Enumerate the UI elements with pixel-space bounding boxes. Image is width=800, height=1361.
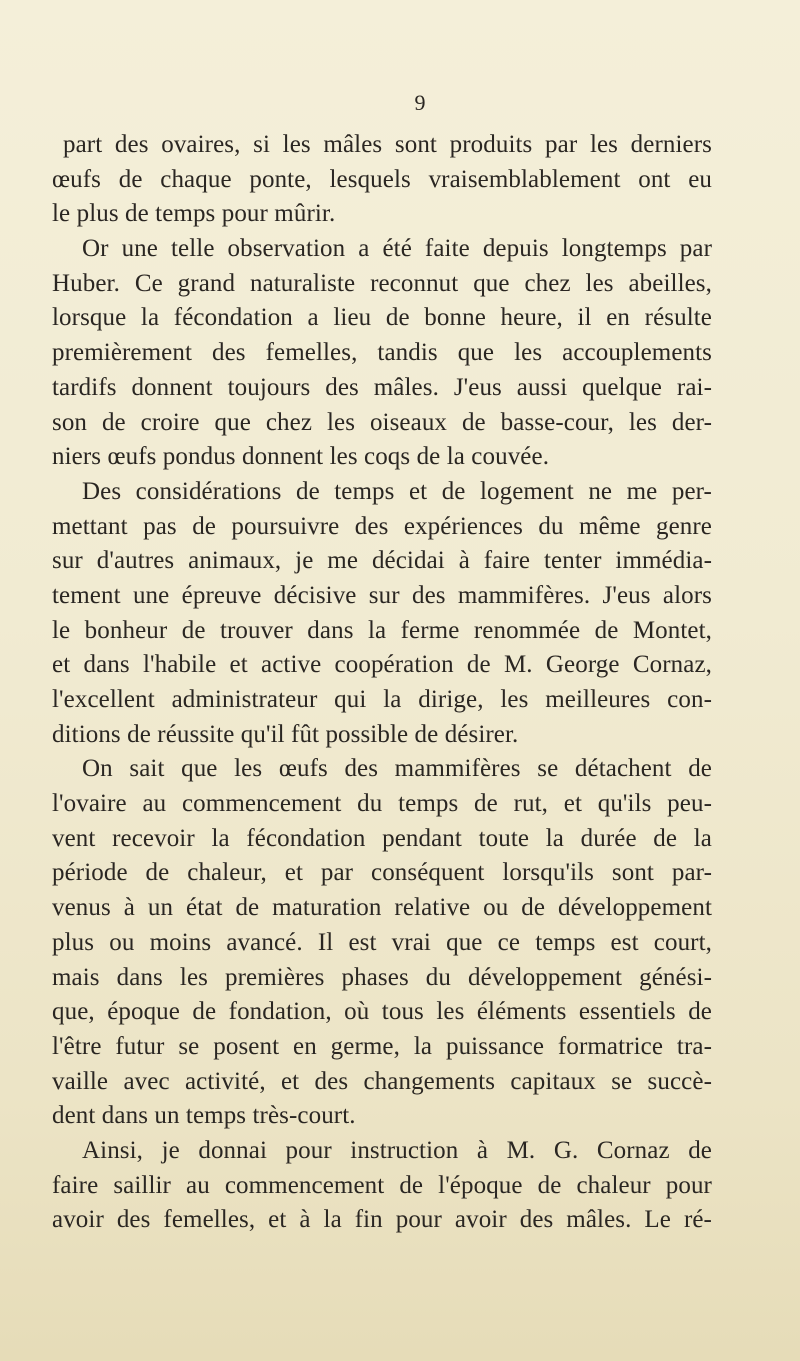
text-line: le bonheur de trouver dans la ferme renommée de Montet,: [52, 616, 712, 644]
text-line: faire saillir au commencement de l'époque de chaleur pour: [52, 1171, 712, 1199]
text-line: dent dans un temps très-court.: [52, 1102, 356, 1130]
text-line: vent recevoir la fécondation pendant toute la durée de la: [52, 824, 712, 852]
text-line: ditions de réussite qu'il fût possible de désirer.: [52, 720, 519, 748]
text-line: lorsque la fécondation a lieu de bonne heure, il en résulte: [52, 304, 712, 332]
text-line: niers œufs pondus donnent les coqs de la couvée.: [52, 443, 550, 471]
text-line: tardifs donnent toujours des mâles. J'eus aussi quelque rai-: [52, 373, 712, 401]
text-line: l'excellent administrateur qui la dirige, les meilleures con-: [52, 686, 712, 713]
text-line: sur d'autres animaux, je me décidai à faire tenter immédia-: [52, 547, 712, 575]
text-line: mettant pas de poursuivre des expériences du même genre: [52, 512, 712, 540]
text-line: On sait que les œufs des mammifères se détachent de: [82, 755, 712, 783]
text-line: premièrement des femelles, tandis que les accouplements: [52, 339, 712, 367]
text-line: plus ou moins avancé. Il est vrai que ce temps est court,: [52, 928, 712, 956]
text-line: avoir des femelles, et à la fin pour avoir des mâles. Le ré-: [52, 1206, 712, 1234]
body-text: [52, 128, 712, 1238]
text-line: œufs de chaque ponte, lesquels vraisemblablement ont eu: [52, 165, 712, 193]
text-line: tement une épreuve décisive sur des mammifères. J'eus alors: [52, 581, 712, 609]
text-line: période de chaleur, et par conséquent lorsqu'ils sont par-: [52, 859, 712, 887]
page-number: 9: [414, 90, 426, 115]
text-line: Des considérations de temps et de logement ne me per-: [82, 477, 712, 505]
text-line: que, époque de fondation, où tous les éléments essentiels de: [52, 998, 712, 1026]
text-line: Huber. Ce grand naturaliste reconnut que chez les abeilles,: [52, 269, 712, 297]
text-line: l'être futur se posent en germe, la puissance formatrice tra-: [52, 1032, 712, 1060]
text-line: et dans l'habile et active coopération de M. George Cornaz,: [52, 651, 712, 679]
text-line: son de croire que chez les oiseaux de basse-cour, les der-: [52, 408, 712, 436]
text-line: l'ovaire au commencement du temps de rut, et qu'ils peu-: [52, 790, 712, 818]
text-line: le plus de temps pour mûrir.: [52, 200, 336, 228]
text-line: Or une telle observation a été faite depuis longtemps par: [82, 235, 712, 263]
text-line: part des ovaires, si les mâles sont produits par les derniers: [63, 131, 712, 158]
text-line: Ainsi, je donnai pour instruction à M. G. Cornaz de: [82, 1136, 712, 1164]
text-line: vaille avec activité, et des changements capitaux se succè-: [52, 1067, 712, 1095]
text-line: venus à un état de maturation relative ou de développement: [52, 894, 712, 922]
text-line: mais dans les premières phases du développement génési-: [52, 963, 712, 991]
